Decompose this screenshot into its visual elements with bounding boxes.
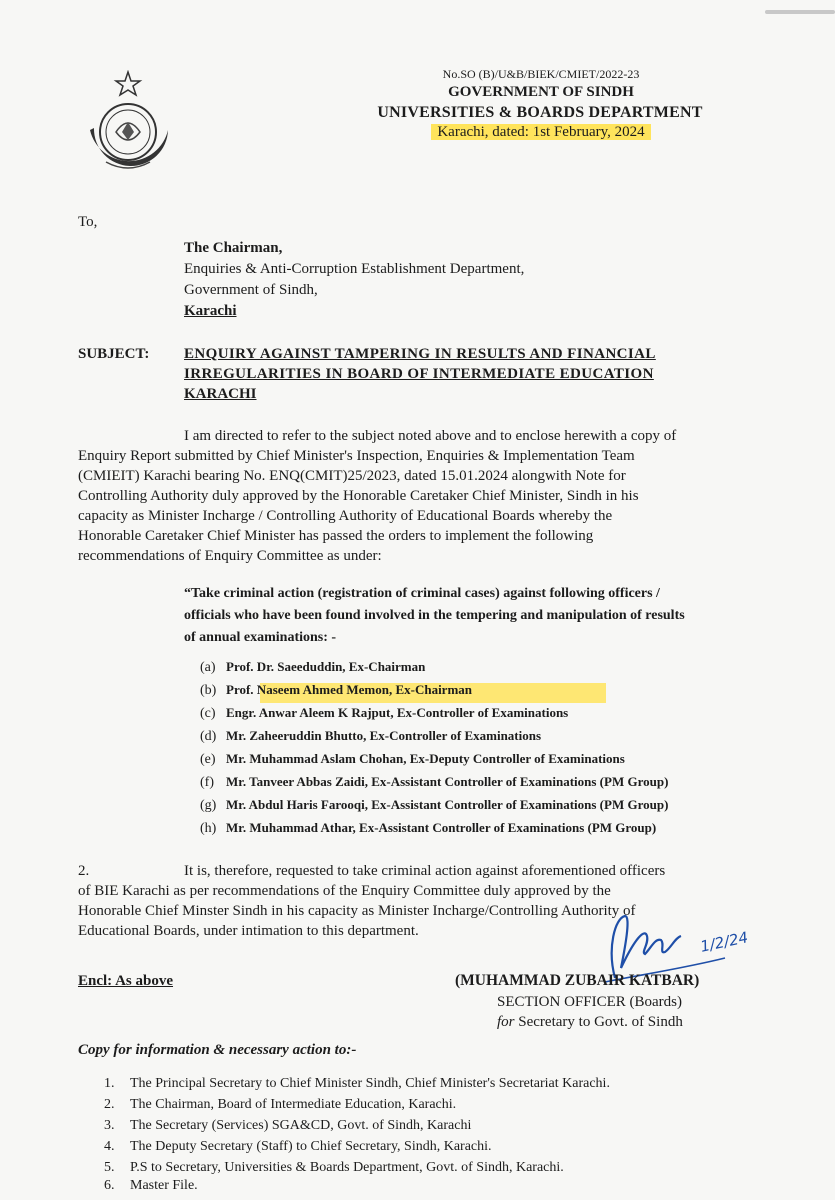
paragraph-1-line: I am directed to refer to the subject noted above and to enclose herewith a copy of xyxy=(184,428,677,444)
officer-list-item xyxy=(200,820,656,837)
copy-list-item xyxy=(104,1076,610,1092)
date-highlight: Karachi, dated: 1st February, 2024 xyxy=(431,124,650,140)
signatory-for-line xyxy=(497,1012,683,1032)
officer-name: Mr. Tanveer Abbas Zaidi, Ex-Assistant Controller of Examinations (PM Group) xyxy=(226,774,669,789)
quote-line: officials who have been found involved in the tempering and manipulation of results xyxy=(184,608,685,623)
paragraph-2-line: of BIE Karachi as per recommendations of the Enquiry Committee duly approved by the xyxy=(78,883,611,899)
copy-list-item xyxy=(104,1139,492,1155)
copy-list-item xyxy=(104,1118,471,1134)
officer-name: Mr. Abdul Haris Farooqi, Ex-Assistant Controller of Examinations (PM Group) xyxy=(226,797,669,812)
header-government: GOVERNMENT OF SINDH xyxy=(448,84,634,100)
officer-list-item xyxy=(200,797,668,814)
copy-text: The Deputy Secretary (Staff) to Chief Secretary, Sindh, Karachi. xyxy=(130,1139,492,1154)
copy-list-item xyxy=(104,1160,564,1176)
copy-number: 1. xyxy=(104,1076,115,1091)
officer-list-item xyxy=(200,774,668,791)
officer-list-item xyxy=(200,751,625,768)
recipient-line: Enquiries & Anti-Corruption Establishment Department, xyxy=(184,261,525,277)
subject-line: ENQUIRY AGAINST TAMPERING IN RESULTS AND FINANCIAL xyxy=(184,346,656,362)
paragraph-1-line: (CMIEIT) Karachi bearing No. ENQ(CMIT)25/2023, dated 15.01.2024 alongwith Note for xyxy=(78,468,626,484)
quote-line: of annual examinations: - xyxy=(184,630,337,645)
paragraph-2-line: Educational Boards, under intimation to this department. xyxy=(78,923,419,939)
officer-name: Mr. Muhammad Athar, Ex-Assistant Controller of Examinations (PM Group) xyxy=(226,820,657,835)
officer-name: Prof. Dr. Saeeduddin, Ex-Chairman xyxy=(226,659,426,674)
salutation-to: To, xyxy=(78,214,98,230)
subject-label: SUBJECT: xyxy=(78,346,150,362)
officer-label: (f) xyxy=(200,775,214,790)
copy-number: 5. xyxy=(104,1160,115,1175)
paragraph-2-number: 2. xyxy=(78,863,90,879)
paragraph-2-line: Honorable Chief Minster Sindh in his capacity as Minister Incharge/Controlling Authority of xyxy=(78,903,636,919)
paragraph-1-line: capacity as Minister Incharge / Controlling Authority of Educational Boards whereby the xyxy=(78,508,613,524)
officer-list-item xyxy=(200,659,425,676)
scroll-indicator xyxy=(765,10,835,14)
quote-line: “Take criminal action (registration of criminal cases) against following officers / xyxy=(184,586,660,601)
sindh-government-seal-icon xyxy=(76,70,180,178)
copy-text: The Secretary (Services) SGA&CD, Govt. of Sindh, Karachi xyxy=(130,1118,472,1133)
officer-list-item xyxy=(200,682,472,699)
paragraph-1-line: Controlling Authority duly approved by the Honorable Caretaker Chief Minister, Sindh in his xyxy=(78,488,639,504)
officer-label: (c) xyxy=(200,706,216,721)
reference-number: No.SO (B)/U&B/BIEK/CMIET/2022-23 xyxy=(442,67,640,81)
copy-number: 2. xyxy=(104,1097,115,1112)
officer-name: Engr. Anwar Aleem K Rajput, Ex-Controller of Examinations xyxy=(226,705,569,720)
signature-date: 1/2/24 xyxy=(698,928,750,956)
officer-name: Mr. Muhammad Aslam Chohan, Ex-Deputy Controller of Examinations xyxy=(226,751,625,766)
officer-label: (b) xyxy=(200,683,217,698)
officer-label: (e) xyxy=(200,752,216,767)
officer-label: (d) xyxy=(200,729,217,744)
signatory-designation: SECTION OFFICER (Boards) xyxy=(497,994,683,1010)
officer-list-item xyxy=(200,728,541,745)
copy-list-item xyxy=(104,1097,456,1113)
recipient-title: The Chairman, xyxy=(184,240,283,256)
subject-line: IRREGULARITIES IN BOARD OF INTERMEDIATE EDUCATION xyxy=(184,366,654,382)
paragraph-2-line: It is, therefore, requested to take criminal action against aforementioned officers xyxy=(184,863,666,879)
copy-heading: Copy for information & necessary action to:- xyxy=(78,1042,357,1058)
copy-text: The Principal Secretary to Chief Minister Sindh, Chief Minister's Secretariat Karachi. xyxy=(130,1076,610,1091)
enclosure-note: Encl: As above xyxy=(78,973,174,989)
officer-label: (h) xyxy=(200,821,217,836)
copy-text: The Chairman, Board of Intermediate Education, Karachi. xyxy=(130,1097,457,1112)
copy-list-item xyxy=(104,1178,198,1194)
copy-text: P.S to Secretary, Universities & Boards Department, Govt. of Sindh, Karachi. xyxy=(130,1160,564,1175)
for-rest: Secretary to Govt. of Sindh xyxy=(514,1014,683,1030)
officer-name: Prof. Naseem Ahmed Memon, Ex-Chairman xyxy=(226,682,473,697)
officer-name: Mr. Zaheeruddin Bhutto, Ex-Controller of Examinations xyxy=(226,728,542,743)
recipient-city: Karachi xyxy=(184,303,237,319)
subject-line: KARACHI xyxy=(184,386,257,402)
copy-number: 6. xyxy=(104,1178,115,1193)
header-department: UNIVERSITIES & BOARDS DEPARTMENT xyxy=(377,104,703,121)
copy-number: 3. xyxy=(104,1118,115,1133)
paragraph-1-line: Enquiry Report submitted by Chief Minister's Inspection, Enquiries & Implementation Team xyxy=(78,448,635,464)
signatory-name: (MUHAMMAD ZUBAIR KATBAR) xyxy=(455,972,700,989)
officer-list-item xyxy=(200,705,568,722)
recipient-line: Government of Sindh, xyxy=(184,282,318,298)
paragraph-1-line: Honorable Caretaker Chief Minister has passed the orders to implement the following xyxy=(78,528,594,544)
letter-date xyxy=(396,124,686,141)
copy-number: 4. xyxy=(104,1139,115,1154)
copy-text: Master File. xyxy=(130,1178,198,1193)
paragraph-1-line: recommendations of Enquiry Committee as under: xyxy=(78,548,382,564)
officer-label: (g) xyxy=(200,798,217,813)
for-prefix: for xyxy=(497,1014,515,1030)
officer-label: (a) xyxy=(200,660,216,675)
